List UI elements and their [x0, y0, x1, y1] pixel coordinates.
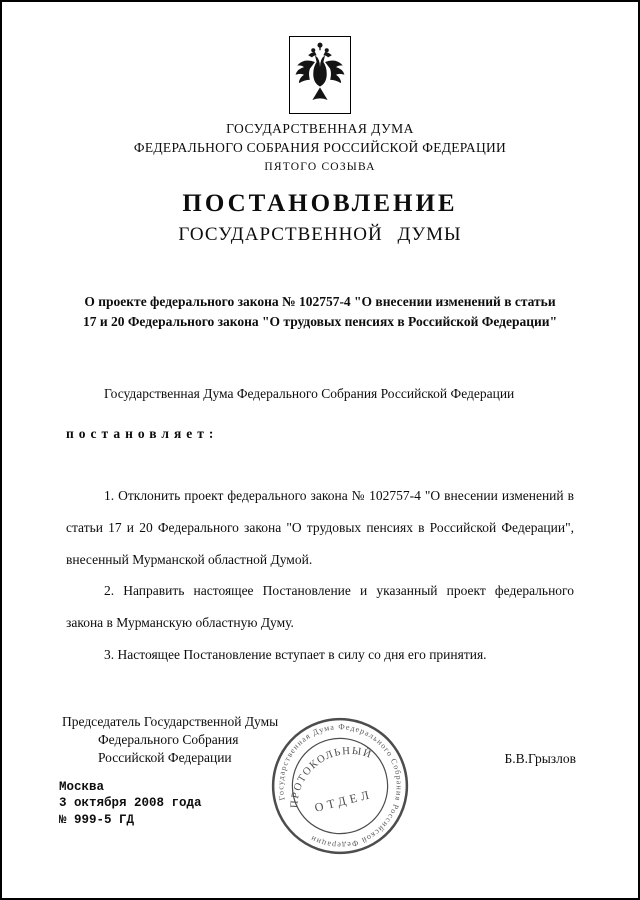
- resolution-item-3: 3. Настоящее Постановление вступает в силу со дня его принятия.: [104, 646, 487, 662]
- footer-number: № 999-5 ГД: [59, 812, 135, 827]
- signer-position-line1: Председатель Государственной Думы: [62, 713, 279, 729]
- signer-name: Б.В.Грызлов: [504, 750, 576, 766]
- coat-of-arms-icon: [293, 38, 347, 113]
- stamp-center-word: ОТДЕЛ: [313, 786, 375, 815]
- stamp-ring-text: Государственная Дума Федерального Собрания Российской Федерации: [276, 722, 404, 850]
- org-convocation: ПЯТОГО СОЗЫВА: [264, 160, 376, 173]
- coat-of-arms-box: [289, 36, 351, 114]
- intro-paragraph: Государственная Дума Федерального Собрания Российской Федерации: [104, 385, 515, 401]
- document-title: [2, 190, 638, 246]
- doc-issuer-title: ГОСУДАРСТВЕННОЙ ДУМЫ: [178, 224, 462, 246]
- decree-word: постановляет:: [66, 426, 219, 442]
- resolution-item-2: 2. Направить настоящее Постановление и указанный проект федерального закона в Мурманскую областную Думу.: [66, 583, 574, 631]
- resolution-items: [66, 480, 574, 670]
- subject-text: О проекте федерального закона № 102757-4 "О внесении изменений в статьи 17 и 20 Федерального закона "О трудовых пенсиях в Российской Федерации": [82, 294, 558, 330]
- org-name-line1: ГОСУДАРСТВЕННАЯ ДУМА: [226, 121, 414, 136]
- document-body: [2, 383, 638, 671]
- signature-block: [2, 713, 638, 768]
- footer-city: Москва: [59, 780, 105, 795]
- signer-position-line2: Федерального Собрания: [98, 731, 239, 747]
- footer-date: 3 октября 2008 года: [59, 796, 202, 811]
- footer-block: [2, 779, 638, 828]
- org-header: [2, 121, 638, 174]
- org-name-line2: ФЕДЕРАЛЬНОГО СОБРАНИЯ РОССИЙСКОЙ ФЕДЕРАЦИИ: [133, 139, 507, 155]
- doc-type-title: ПОСТАНОВЛЕНИЕ: [182, 190, 458, 218]
- stamp-center-arc-text: ПРОТОКОЛЬНЫЙ: [289, 745, 374, 809]
- signer-position-line3: Российской Федерации: [98, 749, 232, 765]
- resolution-item-1: 1. Отклонить проект федерального закона № 102757-4 "О внесении изменений в статьи 17 и 20 Федерального закона "О трудовых пенсиях в Российской Федерации", внесенный Мурманской областной Думой.: [66, 488, 574, 567]
